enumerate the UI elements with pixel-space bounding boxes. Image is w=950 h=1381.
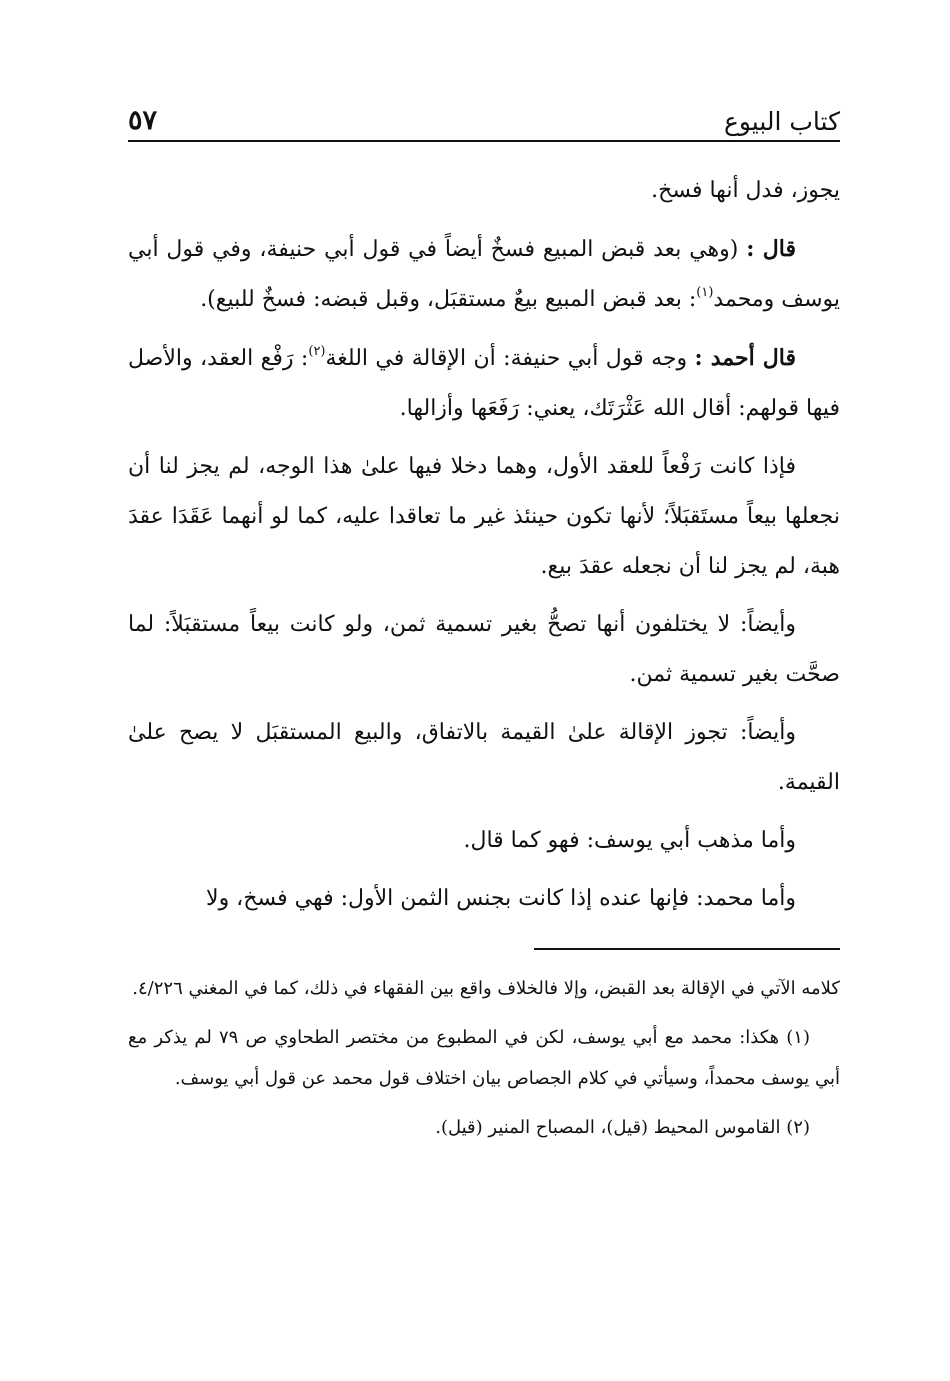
paragraph-7: وأما مذهب أبي يوسف: فهو كما قال. (463, 828, 796, 853)
paragraph-2-text-b: : بعد قبض المبيع بيعٌ مستقبَل، وقبل قبضه: فسخٌ للبيع). (200, 287, 697, 312)
paragraph-3-text-a: وجه قول أبي حنيفة: أن الإقالة في اللغة (325, 346, 695, 371)
paragraph-4: فإذا كانت رَفْعاً للعقد الأول، وهما دخلا فيها علىٰ هذا الوجه، لم يجز لنا أن نجعلها بيعاً مستَقبَلاً؛ لأنها تكون حينئذ غير ما تعاقدا عليه، كما لو أنهما عَقَدَا عقدَ هبة، لم يجز لنا أن نجعله عقدَ بيع. (128, 454, 840, 579)
footnote-2: (٢) القاموس المحيط (قيل)، المصباح المنير (قيل). (435, 1117, 810, 1138)
paragraph-1: يجوز، فدل أنها فسخ. (651, 178, 840, 203)
footnote-ref-1: (١) (696, 285, 714, 300)
paragraph-3-text-b: : رَفْع العقد، والأصل فيها قولهم: أقال الله عَثْرَتَك، يعني: رَفَعَها وأزالها. (128, 346, 840, 421)
paragraph-6: وأيضاً: تجوز الإقالة علىٰ القيمة بالاتفاق، والبيع المستقبَل لا يصح علىٰ القيمة. (128, 720, 840, 795)
paragraph-2 (128, 224, 840, 325)
paragraph-2-text-a: (وهي بعد قبض المبيع فسخٌ أيضاً في قول أبي حنيفة، وفي قول أبي يوسف ومحمد (128, 237, 840, 312)
footnote-continuation: كلامه الآتي في الإقالة بعد القبض، وإلا فالخلاف واقع بين الفقهاء في ذلك، كما في المغني ٤/٢٢٦. (132, 978, 840, 999)
paragraph-8: وأما محمد: فإنها عنده إذا كانت بجنس الثمن الأول: فهي فسخ، ولا (206, 886, 796, 911)
footnote-ref-2: (٢) (308, 344, 326, 359)
main-text (128, 166, 840, 924)
speaker-label: قال : (746, 236, 796, 262)
chapter-title: كتاب البيوع (723, 107, 840, 136)
paragraph-5: وأيضاً: لا يختلفون أنها تصحُّ بغير تسمية ثمن، ولو كانت بيعاً مستقبَلاً: لما صحَّت بغير تسمية ثمن. (128, 612, 840, 687)
running-header (128, 96, 840, 142)
paragraph-3 (128, 333, 840, 434)
page-number: ٥٧ (128, 105, 158, 136)
footnotes (128, 968, 840, 1156)
speaker-label: قال أحمد : (694, 345, 797, 371)
footnote-separator (534, 948, 840, 950)
footnote-1: (١) هكذا: محمد مع أبي يوسف، لكن في المطبوع من مختصر الطحاوي ص ٧٩ لم يذكر مع أبي يوسف محمداً، وسيأتي في كلام الجصاص بيان اختلاف قول محمد عن قول أبي يوسف. (128, 1027, 840, 1089)
book-page (128, 96, 840, 1138)
